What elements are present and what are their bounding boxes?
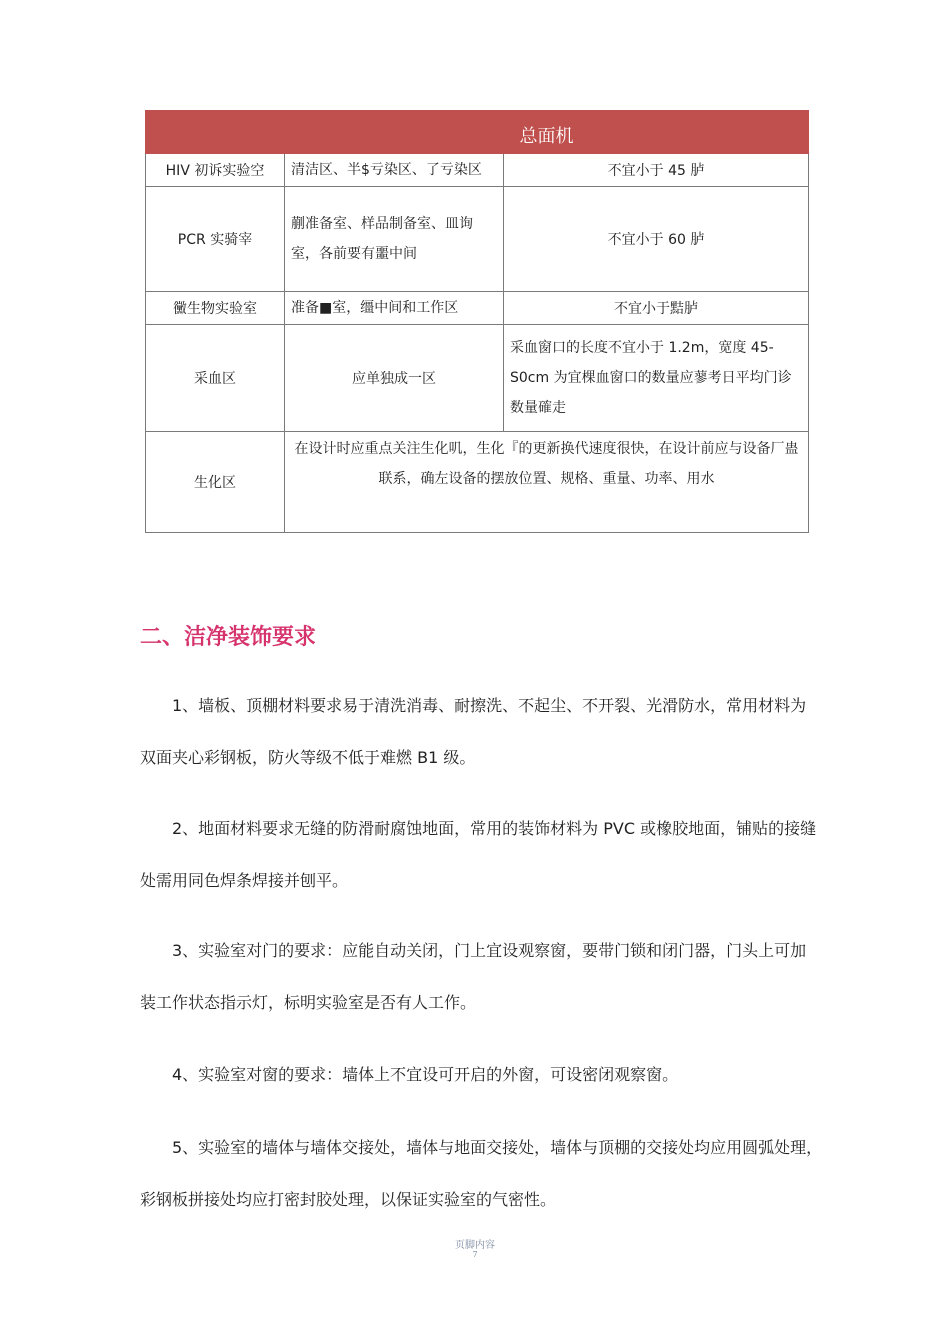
paragraph-line: 3、实验室对门的要求：应能自动关闭，门上宜设观察窗，要带门锁和闭门器，门头上可加 xyxy=(172,941,807,960)
row-requirement: 采血窗口的长度不宜小于 1.2m，宽度 45-S0cm 为宜棵血窗口的数量应蓼考日平均门诊数量確走 xyxy=(504,325,809,432)
paragraph-4 xyxy=(140,1049,830,1101)
paragraph-line: 2、地面材料要求无缝的防滑耐腐蚀地面，常用的装饰材料为 PVC 或橡胶地面，铺贴的接缝 xyxy=(172,819,817,838)
paragraph-3 xyxy=(140,925,830,1029)
lab-spec-table xyxy=(145,110,809,533)
row-name: 黴生物实验室 xyxy=(146,292,285,325)
paragraph-line: 1、墙板、顶棚材料要求易于清洗消毒、耐擦洗、不起尘、不开裂、光滑防水，常用材料为 xyxy=(172,696,807,715)
row-name: 采血区 xyxy=(146,325,285,432)
page-number: 7 xyxy=(472,1250,478,1259)
paragraph-line: 处需用同色焊条焊接并刨平。 xyxy=(140,871,349,890)
table-row xyxy=(146,292,809,325)
table-header-row xyxy=(146,111,809,154)
paragraph-5 xyxy=(140,1122,830,1226)
paragraph-line: 装工作状态指示灯，标明实验室是否有人工作。 xyxy=(140,993,477,1012)
header-blank-cell xyxy=(146,111,285,154)
footer-text: 页脚内容 xyxy=(455,1240,495,1251)
row-name: 生化区 xyxy=(146,432,285,533)
table-row xyxy=(146,325,809,432)
paragraph-line: 双面夹心彩钢板，防火等级不低于难燃 B1 级。 xyxy=(140,748,476,767)
row-requirement: 不宜小于黠胪 xyxy=(504,292,809,325)
row-requirement: 不宜小于 60 胪 xyxy=(504,187,809,292)
row-wide-note: 在设计时应重点关注生化叽，生化『的更新换代速度很快，在设计前应与设备厂蛊联系，确左设备的摆放位置、规格、重量、功率、用水 xyxy=(285,432,809,533)
paragraph-1 xyxy=(140,680,830,784)
paragraph-2 xyxy=(140,803,830,907)
paragraph-line: 5、实验室的墙体与墙体交接处，墙体与地面交接处，墙体与顶棚的交接处均应用圆弧处理， xyxy=(172,1138,823,1157)
row-zones: 清洁区、半$亏染区、了亏染区 xyxy=(285,154,504,187)
row-name: HIV 初诉实验空 xyxy=(146,154,285,187)
header-title: 总面机 xyxy=(285,111,809,154)
row-zones: 应单独成一区 xyxy=(285,325,504,432)
paragraph-line: 4、实验室对窗的要求：墙体上不宜设可开启的外窗，可设密闭观察窗。 xyxy=(172,1065,679,1084)
paragraph-line: 彩钢板拼接处均应打密封胶处理，以保证实验室的气密性。 xyxy=(140,1190,557,1209)
row-zones: 准备■室，缰中间和工作区 xyxy=(285,292,504,325)
table-row xyxy=(146,432,809,533)
table-row xyxy=(146,154,809,187)
page-footer xyxy=(0,1236,950,1259)
row-zones: 蒯准备室、样品制备室、皿询室，各前要有噩中间 xyxy=(285,187,504,292)
row-name: PCR 实骑宰 xyxy=(146,187,285,292)
table-row xyxy=(146,187,809,292)
row-requirement: 不宜小于 45 胪 xyxy=(504,154,809,187)
section-title: 二、洁净装饰要求 xyxy=(140,625,317,650)
